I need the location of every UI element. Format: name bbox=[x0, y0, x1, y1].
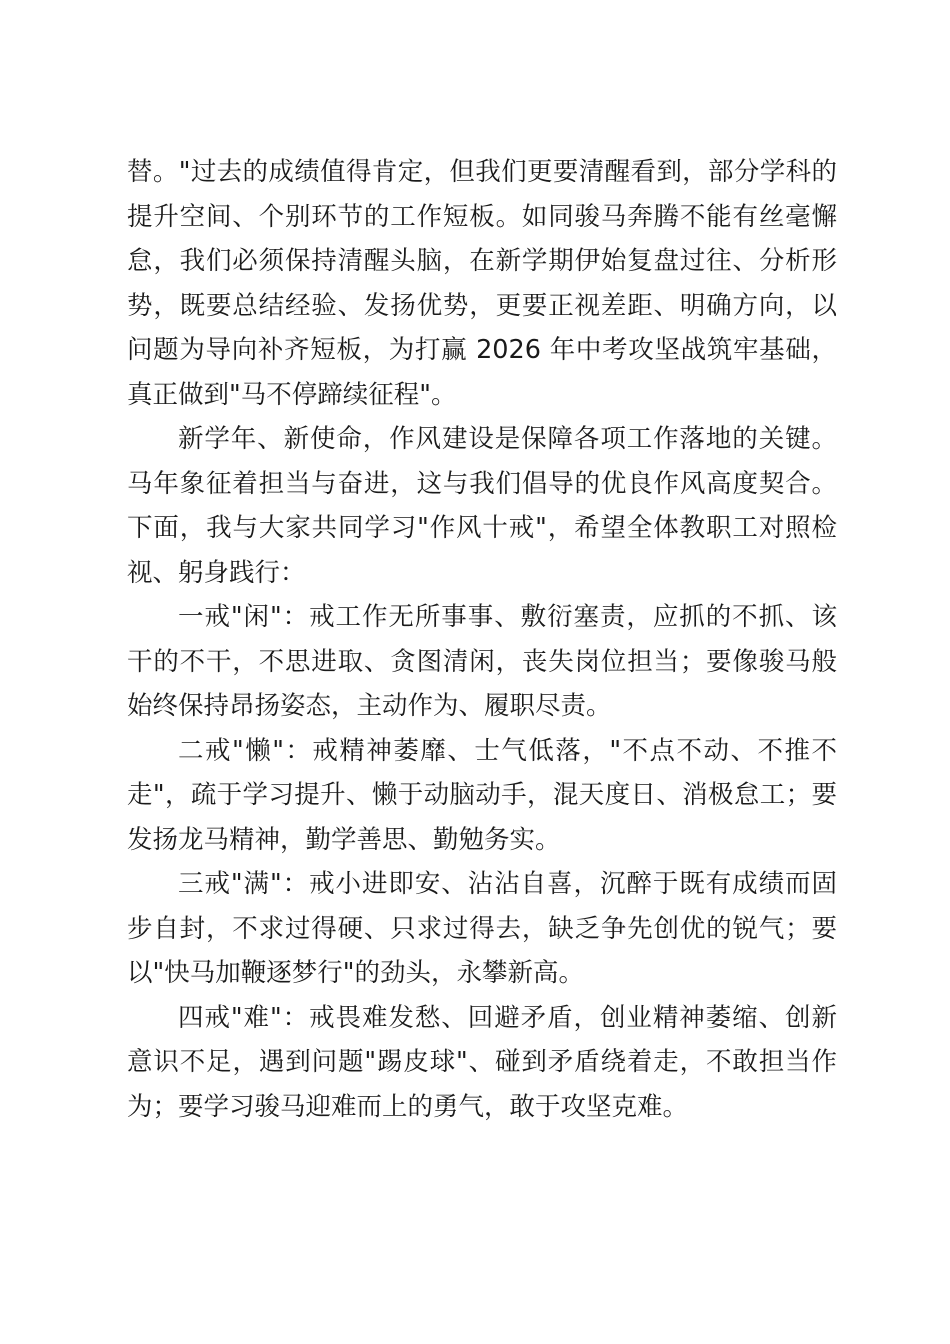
document-body bbox=[127, 150, 837, 1129]
paragraph-work-style-intro: 新学年、新使命，作风建设是保障各项工作落地的关键。马年象征着担当与奋进，这与我们倡导的优良作风高度契合。下面，我与大家共同学习"作风十戒"，希望全体教职工对照检视、躬身践行： bbox=[127, 424, 837, 588]
paragraph-rule-2: 二戒"懒"：戒精神萎靡、士气低落，"不点不动、不推不走"，疏于学习提升、懒于动脑动手，混天度日、消极怠工；要发扬龙马精神，勤学善思、勤勉务实。 bbox=[127, 735, 837, 855]
paragraph-rule-1: 一戒"闲"：戒工作无所事事、敷衍塞责，应抓的不抓、该干的不干，不思进取、贪图清闲，丧失岗位担当；要像骏马般始终保持昂扬姿态，主动作为、履职尽责。 bbox=[127, 602, 837, 721]
paragraph-continuation: 替。"过去的成绩值得肯定，但我们更要清醒看到，部分学科的提升空间、个别环节的工作短板。如同骏马奔腾不能有丝毫懈怠，我们必须保持清醒头脑，在新学期伊始复盘过往、分析形势，既要总结经验、发扬优势，更要正视差距、明确方向，以问题为导向补齐短板，为打赢 2026 年中考攻坚战筑牢基础，真正做到"马不停蹄续征程"。 bbox=[127, 157, 837, 410]
paragraph-rule-4: 四戒"难"：戒畏难发愁、回避矛盾，创业精神萎缩、创新意识不足，遇到问题"踢皮球"、碰到矛盾绕着走，不敢担当作为；要学习骏马迎难而上的勇气，敢于攻坚克难。 bbox=[127, 1002, 837, 1122]
paragraph-rule-3: 三戒"满"：戒小进即安、沾沾自喜，沉醉于既有成绩而固步自封，不求过得硬、只求过得去，缺乏争先创优的锐气；要以"快马加鞭逐梦行"的劲头，永攀新高。 bbox=[127, 869, 837, 988]
